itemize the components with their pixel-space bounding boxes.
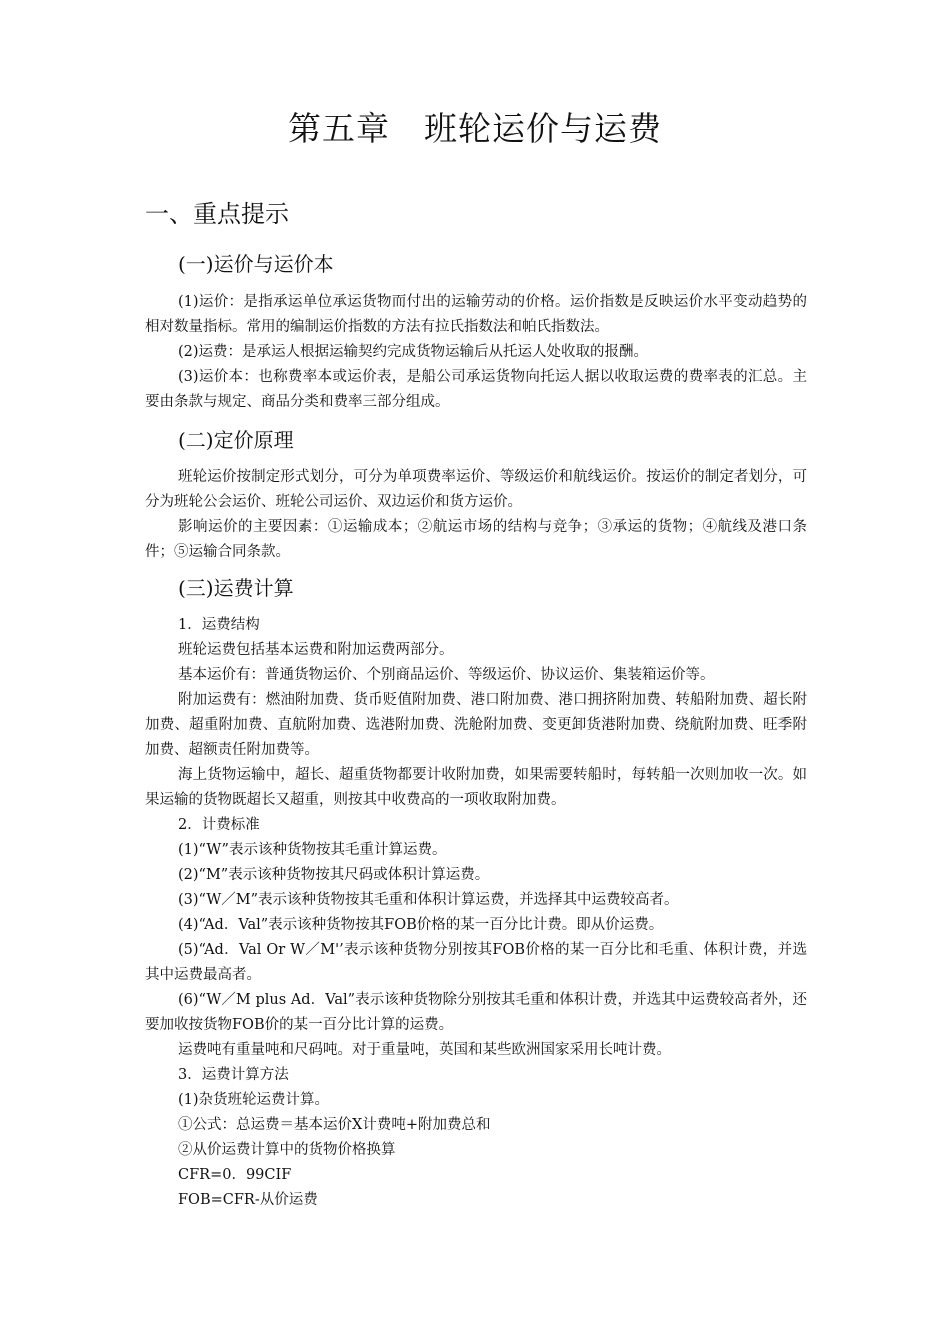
paragraph: (3)运价本：也称费率本或运价表，是船公司承运货物向托运人据以收取运费的费率表的汇总。主要由条款与规定、商品分类和费率三部分组成。 (145, 369, 807, 410)
paragraph: (3)“W／M”表示该种货物按其毛重和体积计算运费，并选择其中运费较高者。 (178, 892, 679, 908)
paragraph: (5)“Ad．Val Or W／M'’表示该种货物分别按其FOB价格的某一百分比和毛重、体积计费，并选其中运费最高者。 (145, 942, 807, 983)
paragraph: 班轮运费包括基本运费和附加运费两部分。 (178, 642, 454, 658)
chapter-title: 第五章 班轮运价与运费 (288, 109, 662, 148)
paragraph: 班轮运价按制定形式划分，可分为单项费率运价、等级运价和航线运价。按运价的制定者划分，可分为班轮公会运价、班轮公司运价、双边运价和货方运价。 (145, 469, 807, 510)
formula: FOB=CFR-从价运费 (178, 1192, 318, 1208)
paragraph: (4)“Ad．Val”表示该种货物按其FOB价格的某一百分比计费。即从价运费。 (178, 917, 664, 933)
formula: CFR=0．99CIF (178, 1167, 292, 1183)
paragraph: 海上货物运输中，超长、超重货物都要计收附加费，如果需要转船时，每转船一次则加收一次。如果运输的货物既超长又超重，则按其中收费高的一项收取附加费。 (145, 767, 807, 808)
subsection-heading-freight-rate: (一)运价与运价本 (178, 252, 334, 276)
paragraph: ①公式：总运费＝基本运价X计费吨+附加费总和 (178, 1117, 491, 1133)
paragraph: (1)“W”表示该种货物按其毛重计算运费。 (178, 842, 447, 858)
paragraph: (6)“W／M plus Ad．Val”表示该种货物除分别按其毛重和体积计费，并选其中运费较高者外，还要加收按货物FOB价的某一百分比计算的运费。 (145, 992, 807, 1033)
paragraph: 附加运费有：燃油附加费、货币贬值附加费、港口附加费、港口拥挤附加费、转船附加费、超长附加费、超重附加费、直航附加费、选港附加费、洗舱附加费、变更卸货港附加费、绕航附加费、旺季附加费、超额责任附加费等。 (145, 692, 807, 758)
paragraph: 影响运价的主要因素：①运输成本；②航运市场的结构与竞争；③承运的货物；④航线及港口条件；⑤运输合同条款。 (145, 519, 807, 560)
subsection-body-freight-rate (145, 290, 807, 415)
paragraph: 基本运价有：普通货物运价、个别商品运价、等级运价、协议运价、集装箱运价等。 (178, 667, 715, 683)
section-heading-key-points: 一、重点提示 (145, 200, 289, 228)
paragraph: (2)“M”表示该种货物按其尺码或体积计算运费。 (178, 867, 490, 883)
paragraph: ②从价运费计算中的货物价格换算 (178, 1142, 396, 1158)
subsection-heading-pricing-principle: (二)定价原理 (178, 428, 294, 452)
subsection-body-pricing-principle (145, 465, 807, 565)
paragraph: (1)运价：是指承运单位承运货物而付出的运输劳动的价格。运价指数是反映运价水平变动趋势的相对数量指标。常用的编制运价指数的方法有拉氏指数法和帕氏指数法。 (145, 294, 807, 335)
paragraph: 运费吨有重量吨和尺码吨。对于重量吨，英国和某些欧洲国家采用长吨计费。 (178, 1042, 671, 1058)
paragraph: (2)运费：是承运人根据运输契约完成货物运输后从托运人处收取的报酬。 (178, 344, 649, 360)
subsection-heading-freight-calculation: (三)运费计算 (178, 576, 294, 600)
item-heading: 1．运费结构 (178, 617, 260, 633)
item-heading: 2．计费标准 (178, 817, 260, 833)
paragraph: (1)杂货班轮运费计算。 (178, 1092, 330, 1108)
item-heading: 3．运费计算方法 (178, 1067, 289, 1083)
subsection-body-freight-calculation (145, 613, 807, 1213)
